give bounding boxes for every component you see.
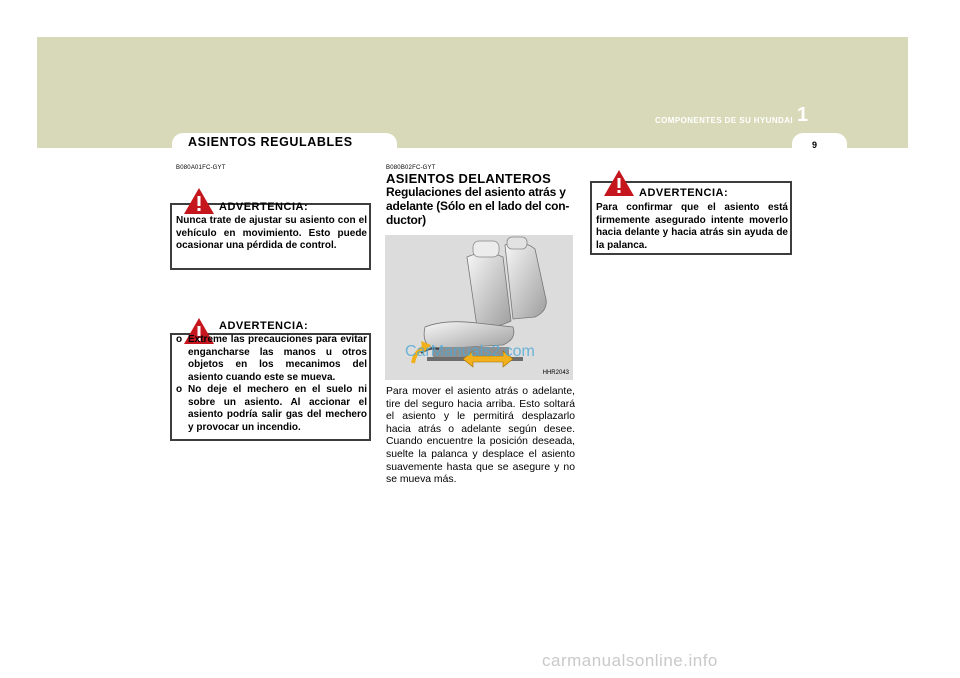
figure-code: HHR2043 [542,370,569,376]
article-title: ASIENTOS DELANTEROS [386,171,552,186]
warning-triangle-icon [183,187,215,215]
body-paragraph: Para mover el asiento atrás o adelante, tire del seguro hacia arriba. Esto soltará el asiento y le permitirá desplazarlo hacia atrás o adelante según desee. Cuando encuentre la posición deseada, suelte la palanca y desplace el asiento suavemente hasta que se asegure y no se mueva más. [386,386,575,486]
article-subtitle: Regulaciones del asiento atrás y adelante (Sólo en el lado del con-ductor) [386,185,570,227]
page-number: 9 [812,140,818,150]
warning-text: Nunca trate de ajustar su asiento con el vehículo en movimiento. Esto puede ocasionar una pérdida de control. [176,215,367,251]
warning-text: Para confirmar que el asiento está firmemente asegurado intente moverlo hacia delante y hacia atrás sin ayuda de la palanca. [596,202,788,251]
overlay-watermark: CarManuals2.com [405,343,535,360]
section-title: ASIENTOS REGULABLES [188,135,353,149]
seat-illustration [385,235,573,380]
header-band [37,37,908,148]
warning-list-item: o Extreme las precauciones para evitar engancharse las manos u otros objetos en los mecanimos del asiento cuando este se mueva. [176,334,367,384]
warning-list [176,334,367,434]
page-number-tab [792,133,847,155]
chapter-title: COMPONENTES DE SU HYUNDAI [654,116,793,125]
warning-list-item: o No deje el mechero en el suelo ni sobre un asiento. Al accionar el asiento podría salir gas del mechero y provocar un incendio. [176,384,367,434]
warning-heading: ADVERTENCIA: [639,187,729,199]
warning-triangle-icon [603,169,635,197]
manual-page [37,37,908,641]
warning-heading: ADVERTENCIA: [219,201,309,213]
chapter-number: 1 [797,104,809,126]
footer-watermark: carmanualsonline.info [542,651,718,670]
warning-heading: ADVERTENCIA: [219,320,309,332]
section-code: B080B02FC-GYT [386,165,436,171]
section-code: B080A01FC-GYT [176,165,226,171]
